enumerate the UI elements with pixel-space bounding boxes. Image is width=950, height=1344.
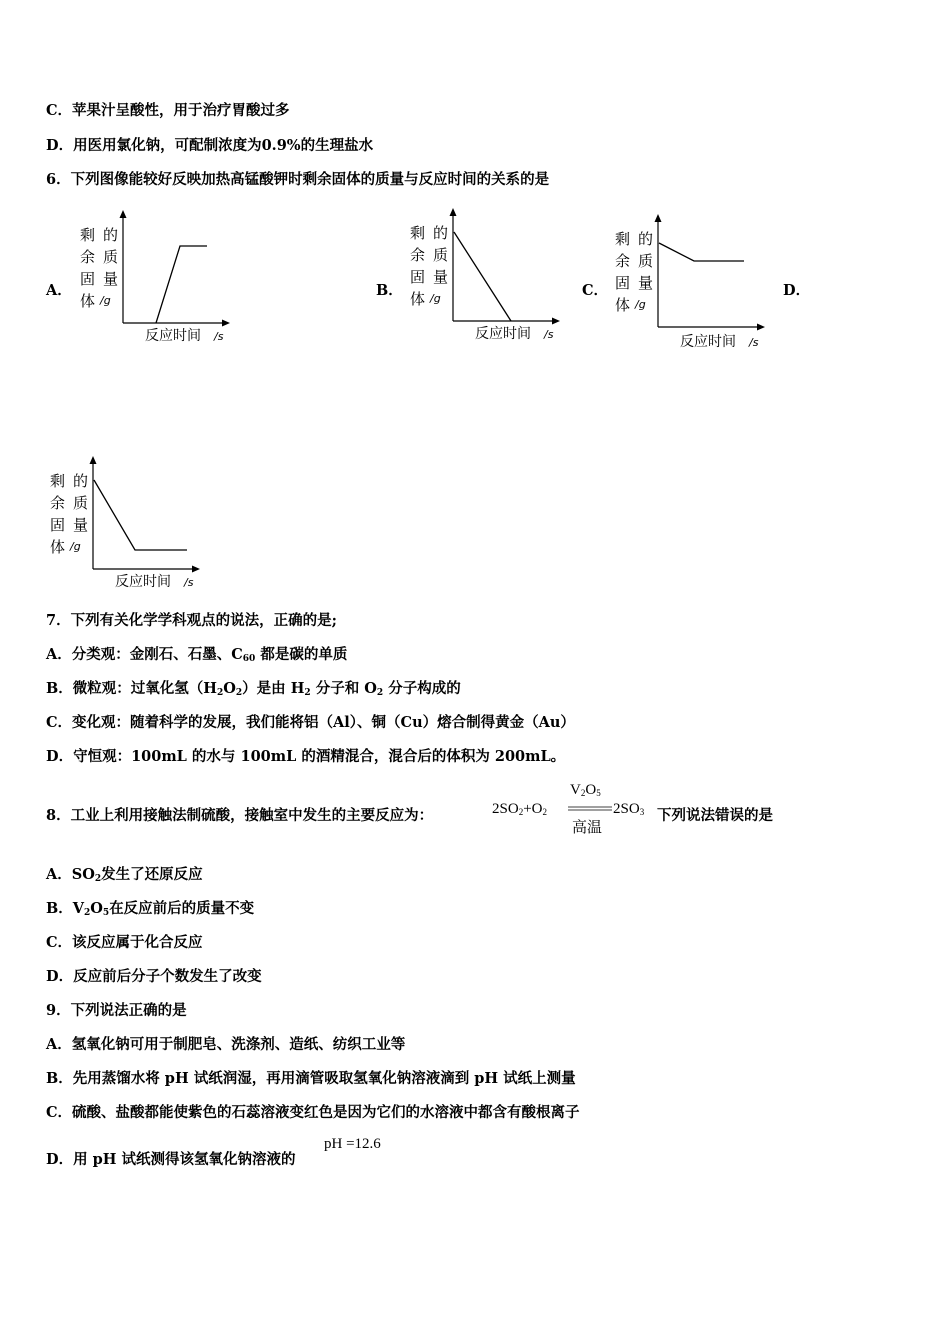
option-7a-text-end: 都是碳的单质 xyxy=(255,646,348,663)
x-unit: /s xyxy=(749,336,759,349)
option-7a xyxy=(46,645,347,665)
y-label-char: 剩 xyxy=(615,230,631,248)
y-label-char: 体 xyxy=(615,296,631,314)
y-label-char: 量 xyxy=(73,516,89,534)
y-label-char: 量 xyxy=(433,268,449,286)
y-unit: /g xyxy=(430,292,441,305)
y-label-char: 余 xyxy=(80,248,96,266)
y-label-char: 质 xyxy=(433,246,449,264)
y-label-char: 固 xyxy=(615,274,631,292)
y-label-char: 余 xyxy=(410,246,426,264)
y-label-char: 的 xyxy=(638,230,654,248)
y-label-char: 体 xyxy=(50,538,66,556)
x-arrow xyxy=(552,318,560,325)
option-8d: D．反应前后分子个数发生了改变 xyxy=(46,968,262,985)
option-7b: B．微粒观：过氧化氢$(H_2O_2)$是由 $H_2$ 分子和 $O_2$ 分子构成的 xyxy=(46,680,461,698)
graph-b xyxy=(406,206,566,348)
curve xyxy=(156,246,207,323)
y-arrow xyxy=(120,210,127,218)
y-arrow xyxy=(655,214,662,222)
option-8c: C．该反应属于化合反应 xyxy=(46,934,203,951)
x-unit: /s xyxy=(544,328,554,341)
question-8: 8．工业上利用接触法制硫酸，接触室中发生的主要反应为： xyxy=(46,807,434,824)
x-unit: /s xyxy=(214,330,224,343)
option-6a-label: A． xyxy=(46,282,72,299)
x-arrow xyxy=(757,324,765,331)
option-8a: A．$SO_2$发生了还原反应 xyxy=(46,866,203,884)
y-label-char: 量 xyxy=(638,274,654,292)
graph-a xyxy=(76,208,236,350)
option-9a: A．氢氧化钠可用于制肥皂、洗涤剂、造纸、纺织工业等 xyxy=(46,1036,406,1053)
option-9b: B．先用蒸馏水将 pH 试纸润湿，再用滴管吸取氢氧化钠溶液滴到 pH 试纸上测量 xyxy=(46,1070,576,1087)
question-6: 6．下列图像能较好反映加热高锰酸钾时剩余固体的质量与反应时间的关系的是 xyxy=(46,171,550,188)
y-label-char: 质 xyxy=(103,248,119,266)
y-label-char: 剩 xyxy=(410,224,426,242)
y-label-char: 固 xyxy=(50,516,66,534)
y-label-char: 剩 xyxy=(50,472,66,490)
y-label-char: 剩 xyxy=(80,226,96,244)
option-9d: D．用 pH 试纸测得该氢氧化钠溶液的 xyxy=(46,1151,296,1168)
option-9c: C．硫酸、盐酸都能使紫色的石蕊溶液变红色是因为它们的水溶液中都含有酸根离子 xyxy=(46,1104,580,1121)
y-unit: /g xyxy=(100,294,111,307)
graph-d xyxy=(46,454,206,596)
y-label-char: 质 xyxy=(73,494,89,512)
option-7a-text: A．分类观：金刚石、石墨、C xyxy=(46,646,243,663)
option-d5: D．用医用氯化钠，可配制浓度为0.9%的生理盐水 xyxy=(46,137,374,154)
x-label: 反应时间 xyxy=(680,334,736,350)
option-8b: B．$V_2O_5$在反应前后的质量不变 xyxy=(46,900,255,918)
reaction-equation: $2SO_2+O_2$ $V_2O_5$ 高温 $2SO_3$ xyxy=(492,782,645,836)
sub-60: 60 xyxy=(242,654,256,664)
y-unit: /g xyxy=(70,540,81,553)
y-label-char: 余 xyxy=(615,252,631,270)
x-unit: /s xyxy=(184,576,194,589)
x-arrow xyxy=(222,320,230,327)
option-6b-label: B． xyxy=(376,282,403,299)
y-label-char: 的 xyxy=(103,226,119,244)
option-6d-label: D． xyxy=(783,282,811,299)
y-label-char: 体 xyxy=(80,292,96,310)
y-label-char: 固 xyxy=(410,268,426,286)
curve xyxy=(94,480,187,550)
curve xyxy=(659,243,744,261)
question-9: 9．下列说法正确的是 xyxy=(46,1002,187,1019)
y-unit: /g xyxy=(635,298,646,311)
x-arrow xyxy=(192,566,200,573)
option-7d: D．守恒观：100mL 的水与 100mL 的酒精混合，混合后的体积为 200mL。 xyxy=(46,748,566,765)
ph-value: pH =12.6 xyxy=(324,1136,381,1152)
option-7c: C．变化观：随着科学的发展，我们能将铝（Al）、铜（Cu）熔合制得黄金（Au） xyxy=(46,714,575,731)
x-label: 反应时间 xyxy=(475,326,531,342)
question-8-end: 下列说法错误的是 xyxy=(657,807,773,824)
x-label: 反应时间 xyxy=(145,328,201,344)
y-label-char: 的 xyxy=(73,472,89,490)
y-label-char: 体 xyxy=(410,290,426,308)
curve xyxy=(454,232,511,321)
y-label-char: 量 xyxy=(103,270,119,288)
question-7: 7．下列有关化学学科观点的说法，正确的是; xyxy=(46,612,337,629)
option-c5: C．苹果汁呈酸性，用于治疗胃酸过多 xyxy=(46,102,290,119)
y-label-char: 质 xyxy=(638,252,654,270)
y-label-char: 的 xyxy=(433,224,449,242)
option-6c-label: C． xyxy=(582,282,609,299)
y-label-char: 余 xyxy=(50,494,66,512)
graph-c xyxy=(611,212,771,354)
equals-sign xyxy=(568,806,612,812)
y-arrow xyxy=(90,456,97,464)
y-label-char: 固 xyxy=(80,270,96,288)
x-label: 反应时间 xyxy=(115,574,171,590)
y-arrow xyxy=(450,208,457,216)
